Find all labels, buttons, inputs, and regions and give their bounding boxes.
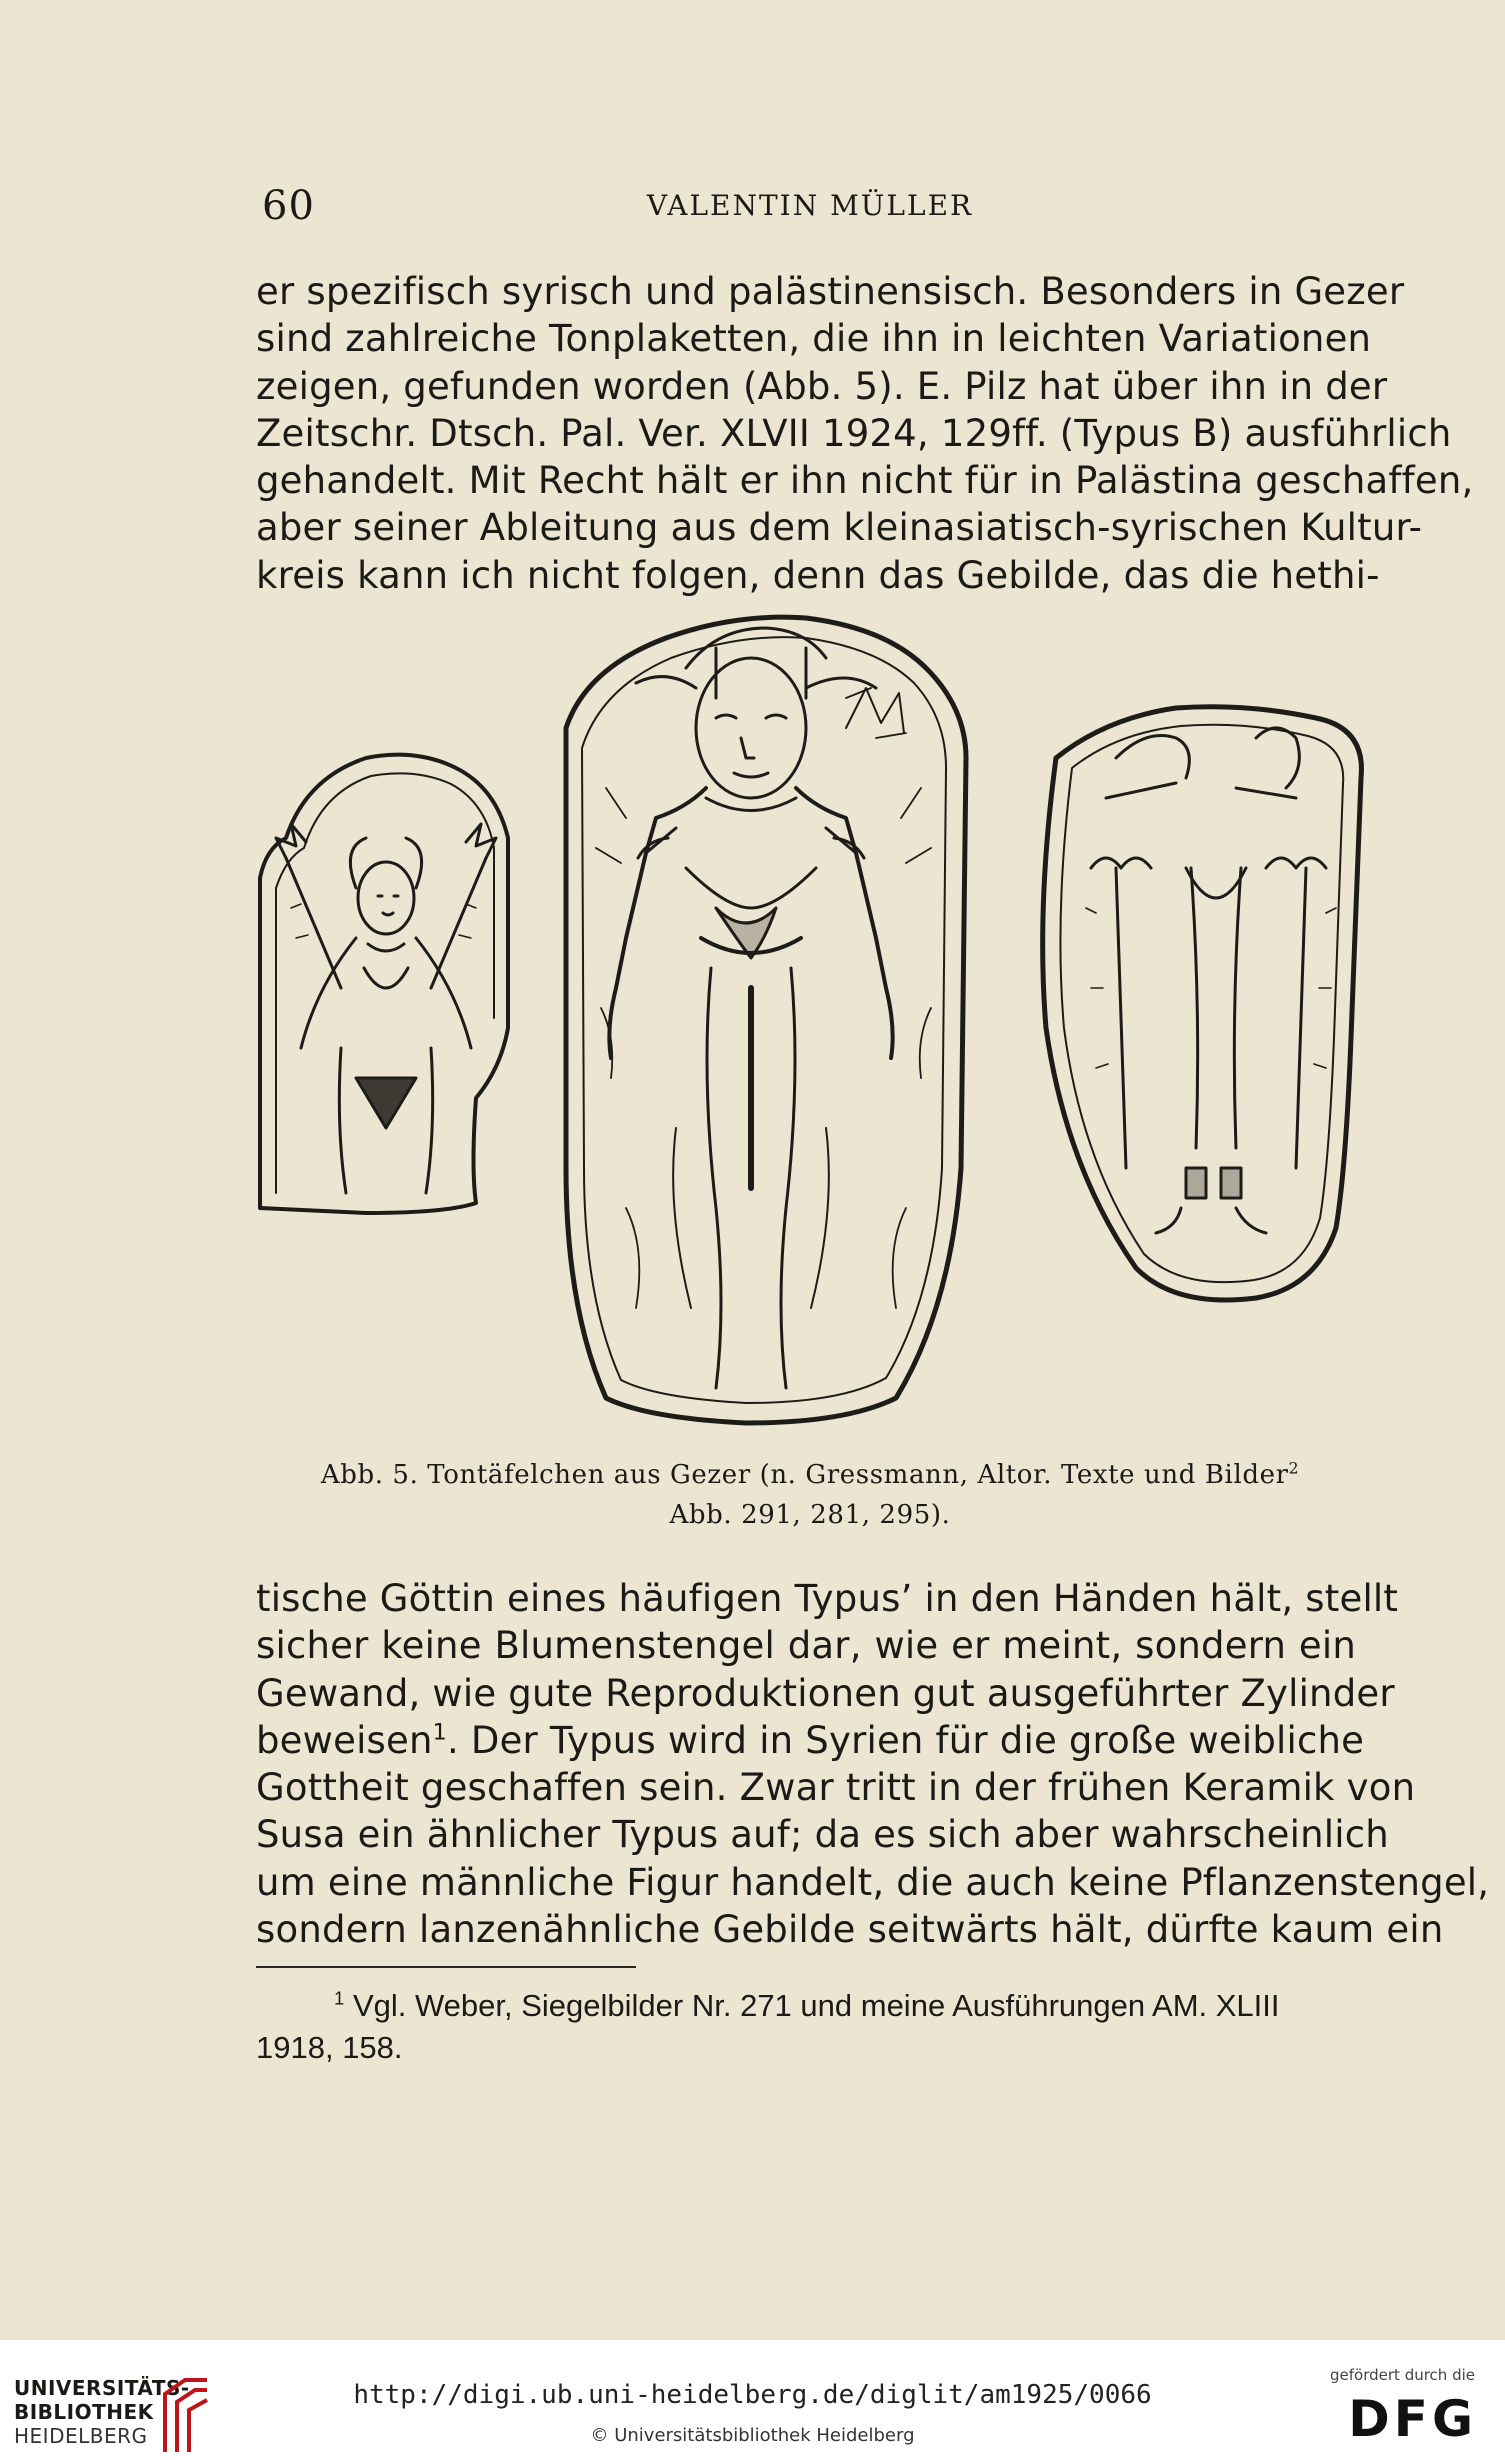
library-line-1: UNIVERSITÄTS- <box>14 2376 190 2400</box>
library-line-2: BIBLIOTHEK <box>14 2400 154 2424</box>
library-line-3: HEIDELBERG <box>14 2424 148 2448</box>
text-line: kreis kann ich nicht folgen, denn das Gebilde, das die hethi- <box>256 553 1380 597</box>
plaque-left <box>260 755 508 1213</box>
footnote-reference[interactable]: 1 <box>432 1719 447 1746</box>
text-line: er spezifisch syrisch und palästinensisch. Besonders in Gezer <box>256 270 1405 313</box>
text-line-with-footnote-ref <box>256 1717 1365 1764</box>
footnote <box>256 1985 1356 2069</box>
body-text-top <box>256 268 1474 599</box>
permalink-url[interactable]: http://digi.ub.uni-heidelberg.de/diglit/am1925/0066 <box>353 2380 1152 2410</box>
figure-caption <box>260 1455 1360 1535</box>
footnote-marker: 1 <box>334 1987 345 2009</box>
dfg-logo[interactable]: DFG <box>1348 2390 1477 2448</box>
footnote-text: Vgl. Weber, Siegelbilder Nr. 271 und meine Ausführungen AM. XLIII <box>344 1988 1280 2023</box>
text-line: sind zahlreiche Tonplaketten, die ihn in leichten Variationen <box>256 317 1372 361</box>
text-line: sondern lanzenähnliche Gebilde seitwärts hält, dürfte kaum ein <box>256 1908 1444 1952</box>
text-fragment: beweisen <box>256 1718 433 1762</box>
text-line: gehandelt. Mit Recht hält er ihn nicht für in Palästina geschaffen, <box>256 459 1474 503</box>
plaque-center <box>566 617 966 1423</box>
text-line: tische Göttin eines häufigen Typus’ in den Händen hält, stellt <box>256 1577 1399 1620</box>
text-line: Gottheit geschaffen sein. Zwar tritt in der frühen Keramik von <box>256 1766 1416 1810</box>
caption-line-2: Abb. 291, 281, 295). <box>669 1500 951 1530</box>
funding-note: gefördert durch die <box>1330 2366 1475 2384</box>
copyright-notice: © Universitätsbibliothek Heidelberg <box>590 2425 915 2446</box>
body-text-bottom <box>256 1575 1490 1953</box>
text-line: sicher keine Blumenstengel dar, wie er meint, sondern ein <box>256 1624 1356 1668</box>
text-line: Susa ein ähnlicher Typus auf; da es sich aber wahrscheinlich <box>256 1813 1389 1857</box>
caption-superscript: 2 <box>1288 1459 1300 1478</box>
text-line: Gewand, wie gute Reproduktionen gut ausgeführter Zylinder <box>256 1671 1395 1715</box>
footnote-line-2: 1918, 158. <box>256 2030 403 2065</box>
caption-line-1: Abb. 5. Tontäfelchen aus Gezer (n. Gressmann, Altor. Texte und Bilder <box>320 1460 1289 1490</box>
text-line: aber seiner Ableitung aus dem kleinasiatisch-syrischen Kultur- <box>256 506 1423 550</box>
footnote-line-1 <box>256 1985 1356 2027</box>
plaque-right <box>1043 707 1362 1300</box>
text-line: um eine männliche Figur handelt, die auch keine Pflanzenstengel, <box>256 1860 1490 1904</box>
text-line: Zeitschr. Dtsch. Pal. Ver. XLVII 1924, 129ff. (Typus B) ausführlich <box>256 411 1452 455</box>
page-header <box>262 183 1358 233</box>
text-line: zeigen, gefunden worden (Abb. 5). E. Pilz hat über ihn in der <box>256 364 1388 408</box>
page-number: 60 <box>262 183 315 229</box>
running-head: VALENTIN MÜLLER <box>646 189 974 222</box>
figure-clay-plaques <box>246 608 1366 1448</box>
text-fragment: . Der Typus wird in Syrien für die große weibliche <box>446 1718 1365 1762</box>
digitization-footer <box>0 2340 1505 2460</box>
footnote-divider <box>256 1966 636 1968</box>
